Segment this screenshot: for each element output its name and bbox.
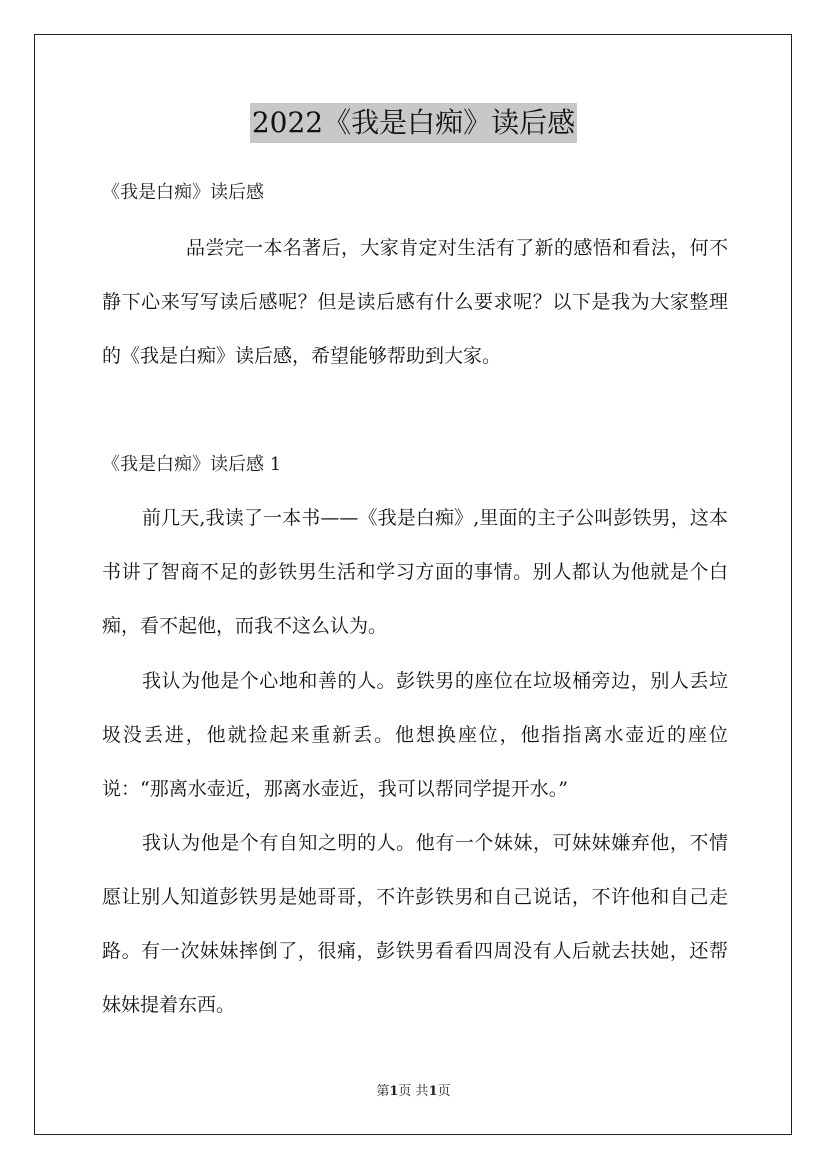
footer-page-prefix: 第 [376, 1084, 390, 1099]
title-container [0, 103, 827, 143]
body-paragraph-2: 我认为他是个心地和善的人。彭铁男的座位在垃圾桶旁边，别人丢垃圾没丢进，他就捡起来重新丢。他想换座位，他指指离水壶近的座位说：“那离水壶近，那离水壶近，我可以帮同学提开水。” [102, 670, 728, 800]
document-title: 2022《我是白痴》读后感 [250, 103, 577, 143]
footer-page-current: 1 [389, 1084, 399, 1099]
footer-page-total: 1 [428, 1084, 438, 1099]
footer-page-suffix: 页 [437, 1084, 451, 1099]
page-footer [0, 1083, 827, 1101]
intro-paragraph: 品尝完一本名著后，大家肯定对生活有了新的感悟和看法，何不静下心来写写读后感呢？但是读后感有什么要求呢？以下是我为大家整理的《我是白痴》读后感，希望能够帮助到大家。 [102, 237, 728, 367]
intro-heading: 《我是白痴》读后感 [102, 182, 264, 203]
footer-page-mid: 页 共 [398, 1084, 429, 1099]
body-paragraph-1: 前几天,我读了一本书——《我是白痴》,里面的主子公叫彭铁男，这本书讲了智商不足的彭铁男生活和学习方面的事情。别人都认为他就是个白痴，看不起他，而我不这么认为。 [102, 507, 728, 637]
section-heading: 《我是白痴》读后感 1 [102, 454, 282, 475]
body-paragraph-3: 我认为他是个有自知之明的人。他有一个妹妹，可妹妹嫌弃他，不情愿让别人知道彭铁男是她哥哥，不许彭铁男和自己说话，不许他和自己走路。有一次妹妹摔倒了，很痛，彭铁男看看四周没有人后就去扶她，还帮妹妹提着东西。 [102, 832, 728, 1016]
